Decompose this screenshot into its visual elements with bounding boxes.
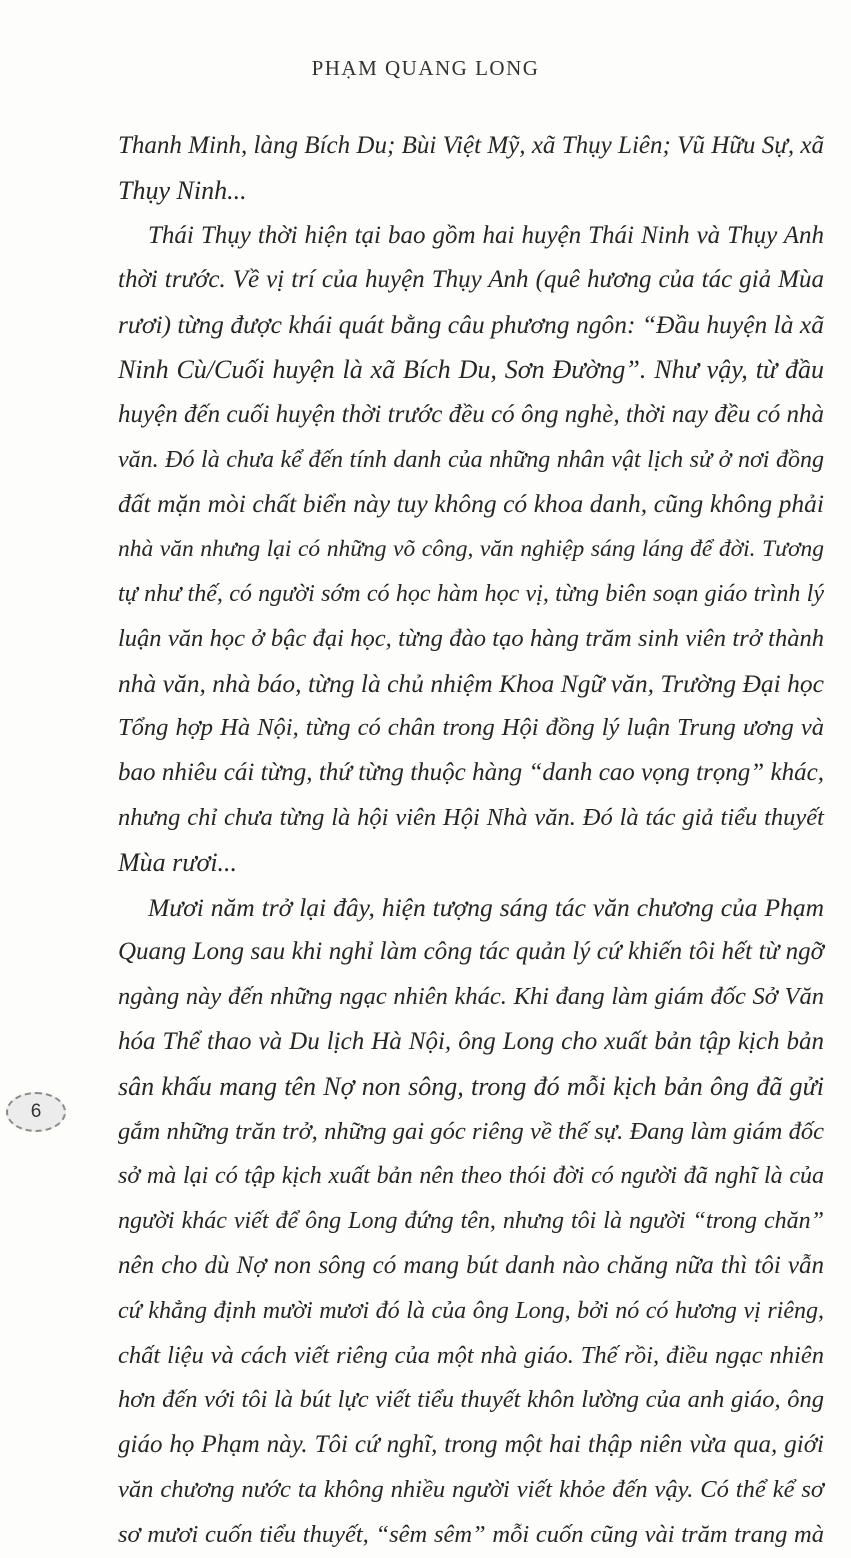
text-line: luận văn học ở bậc đại học, từng đào tạo hàng trăm sinh viên trở thành xyxy=(118,624,824,652)
text-line: Ninh Cù/Cuối huyện là xã Bích Du, Sơn Đường”. Như vậy, từ đầu xyxy=(118,354,824,384)
text-line: thời trước. Về vị trí của huyện Thụy Anh (quê hương của tác giả Mùa xyxy=(118,266,824,294)
text-line: chất liệu và cách viết riêng của một nhà giáo. Thế rồi, điều ngạc nhiên xyxy=(118,1341,824,1369)
text-line: sơ mươi cuốn tiểu thuyết, “sêm sêm” mỗi cuốn cũng vài trăm trang mà xyxy=(118,1520,824,1548)
text-line: hóa Thể thao và Du lịch Hà Nội, ông Long cho xuất bản tập kịch bản xyxy=(118,1027,824,1055)
text-line: nên cho dù Nợ non sông có mang bút danh nào chăng nữa thì tôi vẫn xyxy=(118,1251,824,1279)
paragraph xyxy=(118,124,824,214)
text-line: Quang Long sau khi nghỉ làm công tác quản lý cứ khiến tôi hết từ ngỡ xyxy=(118,938,824,966)
text-line: Thụy Ninh... xyxy=(118,175,247,205)
text-line: Thái Thụy thời hiện tại bao gồm hai huyện Thái Ninh và Thụy Anh xyxy=(148,221,824,249)
text-line: Mươi năm trở lại đây, hiện tượng sáng tác văn chương của Phạm xyxy=(148,892,824,922)
text-line: sở mà lại có tập kịch xuất bản nên theo thói đời có người đã nghĩ là của xyxy=(118,1163,824,1190)
text-line: văn. Đó là chưa kể đến tính danh của những nhân vật lịch sử ở nơi đồng xyxy=(118,446,824,473)
text-line: gắm những trăn trở, những gai góc riêng về thế sự. Đang làm giám đốc xyxy=(118,1117,824,1145)
text-line: rươi) từng được khái quát bằng câu phương ngôn: “Đầu huyện là xã xyxy=(118,310,824,340)
text-line: Tổng hợp Hà Nội, từng có chân trong Hội đồng lý luận Trung ương và xyxy=(118,714,824,742)
text-line: đất mặn mòi chất biển này tuy không có khoa danh, cũng không phải xyxy=(118,489,824,519)
text-line: sân khấu mang tên Nợ non sông, trong đó mỗi kịch bản ông đã gửi xyxy=(118,1071,824,1101)
text-line: huyện đến cuối huyện thời trước đều có ông nghè, thời nay đều có nhà xyxy=(118,400,824,428)
text-line: Thanh Minh, làng Bích Du; Bùi Việt Mỹ, xã Thụy Liên; Vũ Hữu Sự, xã xyxy=(118,132,824,159)
running-head: PHẠM QUANG LONG xyxy=(311,56,540,80)
text-line: tự như thế, có người sớm có học hàm học vị, từng biên soạn giáo trình lý xyxy=(118,580,824,607)
page-number: 6 xyxy=(30,1101,42,1122)
body-text xyxy=(118,124,824,1558)
text-line: người khác viết để ông Long đứng tên, nhưng tôi là người “trong chăn” xyxy=(118,1208,824,1235)
text-line: nhà văn nhưng lại có những võ công, văn nghiệp sáng láng để đời. Tương xyxy=(118,536,824,563)
text-line: hơn đến với tôi là bút lực viết tiểu thuyết khôn lường của anh giáo, ông xyxy=(118,1386,824,1414)
paragraph xyxy=(118,886,824,1558)
paragraph xyxy=(118,214,824,886)
text-line: nhà văn, nhà báo, từng là chủ nhiệm Khoa Ngữ văn, Trường Đại học xyxy=(118,668,824,698)
text-line: Mùa rươi... xyxy=(118,847,238,877)
text-line: giáo họ Phạm này. Tôi cứ nghĩ, trong một hai thập niên vừa qua, giới xyxy=(118,1431,824,1459)
text-line: nhưng chỉ chưa từng là hội viên Hội Nhà văn. Đó là tác giả tiểu thuyết xyxy=(118,803,824,831)
text-line: ngàng này đến những ngạc nhiên khác. Khi đang làm giám đốc Sở Văn xyxy=(118,983,824,1011)
text-line: bao nhiêu cái từng, thứ từng thuộc hàng “danh cao vọng trọng” khác, xyxy=(118,759,824,787)
text-line: cứ khẳng định mười mươi đó là của ông Long, bởi nó có hương vị riêng, xyxy=(118,1297,824,1324)
page-number-badge xyxy=(6,1092,66,1132)
text-line: văn chương nước ta không nhiều người viết khỏe đến vậy. Có thể kể sơ xyxy=(118,1475,824,1503)
